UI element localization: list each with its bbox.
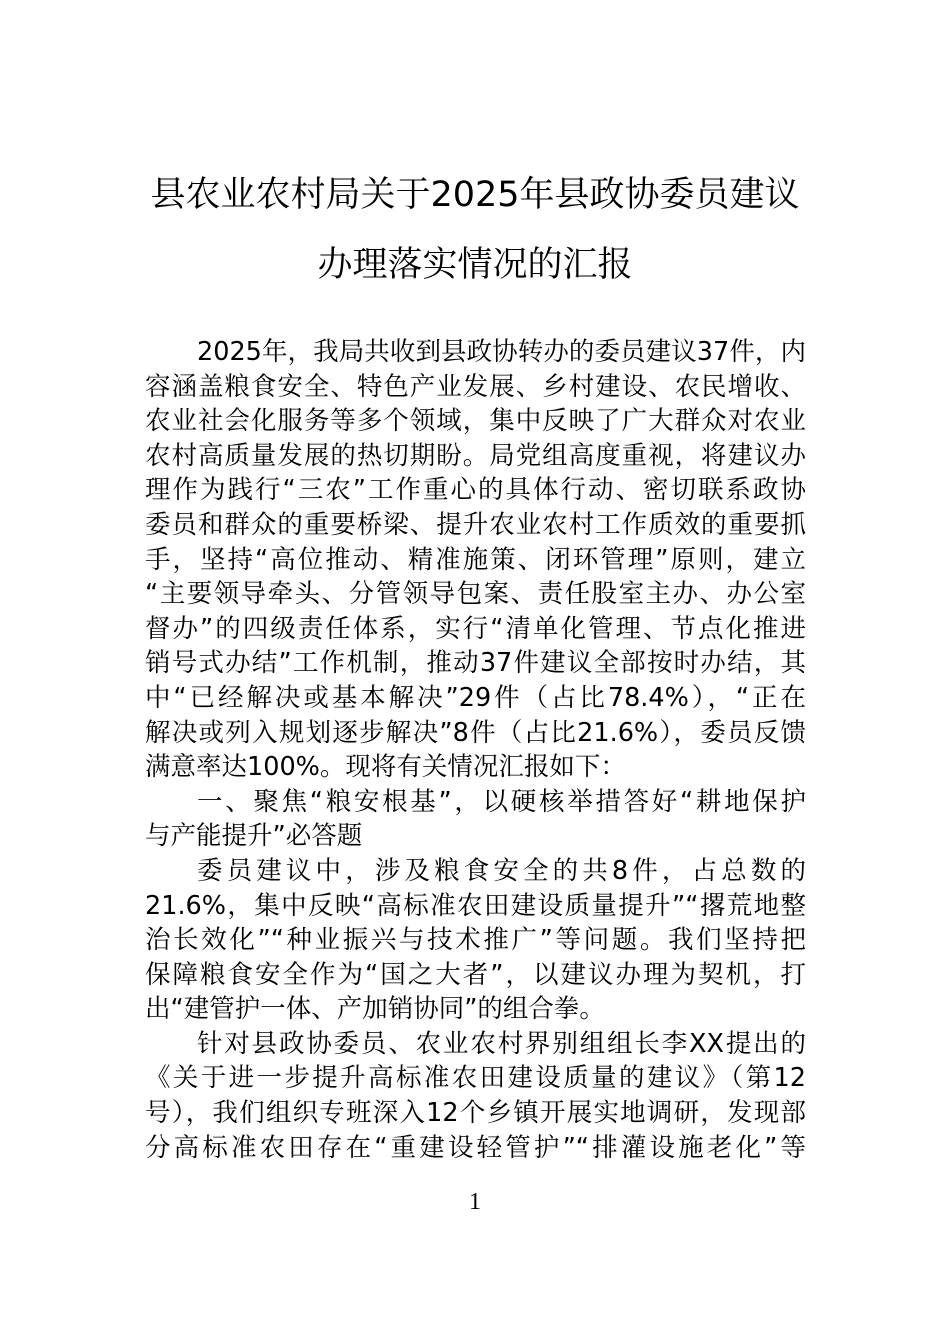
document-title-line-2: 办理落实情况的汇报 (317, 245, 633, 285)
text-line: 《关于进一步提升高标准农田建设质量的建议》（第12 (145, 1063, 806, 1094)
text-line: 号），我们组织专班深入12个乡镇开展实地调研，发现部 (145, 1098, 806, 1129)
text-line: 理作为践行“三农”工作重心的具体行动、密切联系政协 (145, 475, 806, 506)
text-line: 销号式办结”工作机制，推动37件建议全部按时办结，其 (145, 648, 806, 679)
text-line: 满意率达100%。现将有关情况汇报如下： (145, 752, 626, 783)
text-line: 督办”的四级责任体系，实行“清单化管理、节点化推进 (145, 613, 806, 644)
text-line: 农业社会化服务等多个领域，集中反映了广大群众对农业 (145, 406, 806, 437)
text-line: 与产能提升”必答题 (145, 821, 363, 852)
paragraph (145, 335, 806, 785)
text-line: 出“建管护一体、产加销协同”的组合拳。 (145, 994, 605, 1025)
text-line: 治长效化”“种业振兴与技术推广”等问题。我们坚持把 (145, 925, 806, 956)
text-line: 针对县政协委员、农业农村界别组组长李XX提出的 (197, 1028, 806, 1059)
text-line: 2025年，我局共收到县政协转办的委员建议37件，内 (197, 337, 806, 367)
text-line: 21.6%，集中反映“高标准农田建设质量提升”“撂荒地整 (145, 890, 806, 921)
text-line: 中“已经解决或基本解决”29件（占比78.4%），“正在 (145, 682, 806, 713)
paragraph (145, 785, 806, 854)
paragraph (145, 1027, 806, 1165)
text-line: 保障粮食安全作为“国之大者”，以建议办理为契机，打 (145, 959, 806, 990)
text-line: 手，坚持“高位推动、精准施策、闭环管理”原则，建立 (145, 544, 806, 575)
paragraph (145, 854, 806, 1027)
text-line: 委员建议中，涉及粮食安全的共8件，占总数的 (197, 855, 806, 886)
text-line: 容涵盖粮食安全、特色产业发展、乡村建设、农民增收、 (145, 371, 806, 402)
text-line: “主要领导牵头、分管领导包案、责任股室主办、办公室 (145, 579, 806, 610)
page-number: 1 (469, 1189, 481, 1215)
text-line: 农村高质量发展的热切期盼。局党组高度重视，将建议办 (145, 440, 806, 471)
text-line: 一、聚焦“粮安根基”，以硬核举措答好“耕地保护 (197, 786, 806, 817)
document-body (145, 335, 806, 1165)
document-title-line-1: 县农业农村局关于2025年县政协委员建议 (150, 175, 800, 215)
text-line: 解决或列入规划逐步解决”8件（占比21.6%），委员反馈 (145, 717, 806, 748)
text-line: 分高标准农田存在“重建设轻管护”“排灌设施老化”等 (145, 1132, 806, 1163)
text-line: 委员和群众的重要桥梁、提升农业农村工作质效的重要抓 (145, 509, 806, 540)
